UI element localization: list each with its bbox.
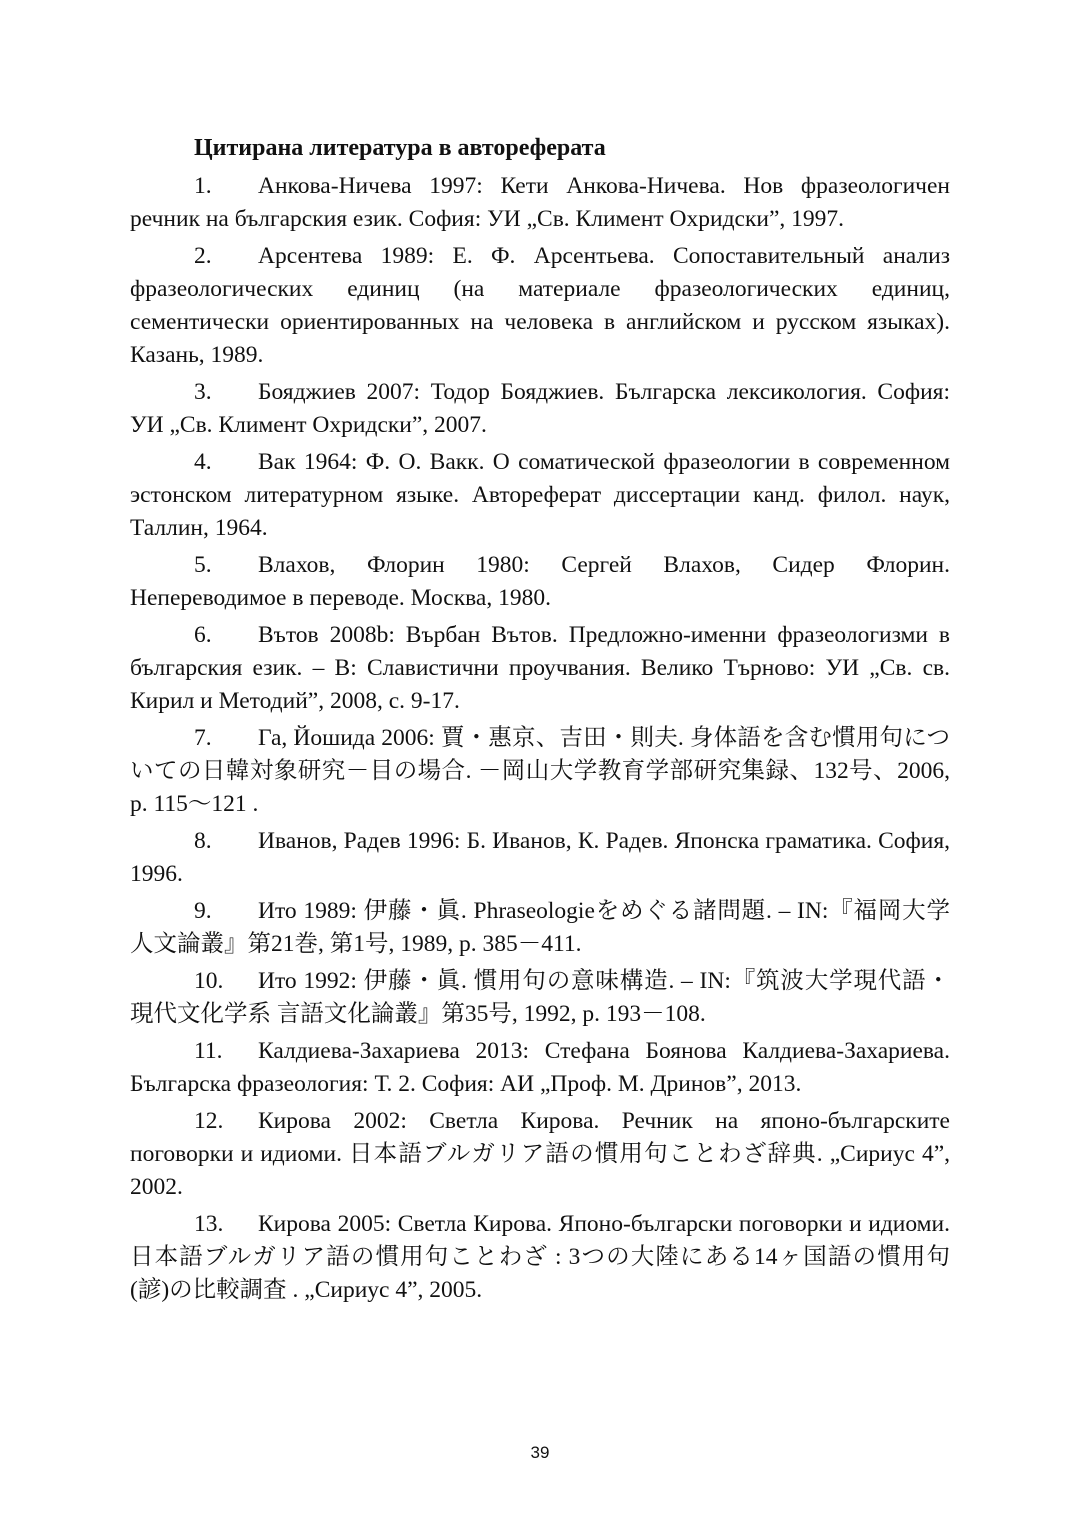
reference-number: 6. — [194, 622, 212, 648]
reference-item — [130, 240, 950, 372]
page-content — [130, 130, 950, 1311]
reference-number: 10. — [194, 968, 224, 994]
reference-text: Иванов, Радев 1996: Б. Иванов, К. Радев. Японска граматика. София, 1996. — [130, 828, 950, 887]
reference-number: 9. — [194, 898, 212, 924]
reference-number: 11. — [194, 1038, 223, 1064]
reference-item — [130, 825, 950, 891]
reference-text: Ито 1989: 伊藤・眞. Phraseologieをめぐる諸問題. – IN:『福岡大学人文論叢』第21巻, 第1号, 1989, p. 385－411. — [130, 898, 950, 957]
page-number: 39 — [530, 1443, 550, 1462]
reference-item — [130, 722, 950, 821]
reference-text: Арсентева 1989: Е. Ф. Арсентьева. Сопоставительный анализ фразеологических единиц (на материале фразеологических единиц, сементически ориентированных на человека в английском и русском языках). Казань, 1989. — [130, 243, 950, 368]
reference-number: 7. — [194, 725, 212, 751]
reference-item — [130, 446, 950, 545]
reference-item — [130, 376, 950, 442]
reference-text: Вътов 2008b: Върбан Вътов. Предложно-именни фразеологизми в българския език. – В: Славистични проучвания. Велико Търново: УИ „Св. св. Кирил и Методий”, 2008, с. 9-17. — [130, 622, 950, 714]
reference-item — [130, 619, 950, 718]
reference-text: Влахов, Флорин 1980: Сергей Влахов, Сидер Флорин. Непереводимое в переводе. Москва, 1980. — [130, 552, 950, 611]
reference-text: Бояджиев 2007: Тодор Бояджиев. Българска лексикология. София: УИ „Св. Климент Охридски”, 2007. — [130, 379, 950, 438]
reference-number: 13. — [194, 1211, 224, 1237]
reference-text: Кирова 2005: Светла Кирова. Японо-български поговорки и идиоми. 日本語ブルガリア語の慣用句ことわざ : 3つの大陸にある14ヶ国語の慣用句(諺)の比較調査 . „Сириус 4”, 2005. — [130, 1211, 950, 1303]
reference-item — [130, 549, 950, 615]
reference-number: 2. — [194, 243, 212, 269]
reference-number: 12. — [194, 1108, 224, 1134]
reference-item — [130, 1035, 950, 1101]
reference-number: 4. — [194, 449, 212, 475]
reference-number: 5. — [194, 552, 212, 578]
reference-text: Ито 1992: 伊藤・眞. 慣用句の意味構造. – IN:『筑波大学現代語・現代文化学系 言語文化論叢』第35号, 1992, p. 193－108. — [130, 968, 950, 1027]
reference-number: 1. — [194, 173, 212, 199]
reference-text: Кирова 2002: Светла Кирова. Речник на японо-българските поговорки и идиоми. 日本語ブルガリア語の慣用句ことわざ辞典. „Сириус 4”, 2002. — [130, 1108, 950, 1200]
reference-item — [130, 965, 950, 1031]
reference-number: 3. — [194, 379, 212, 405]
section-heading: Цитирана литература в автореферата — [194, 135, 606, 161]
reference-item — [130, 1208, 950, 1307]
reference-text: Калдиева-Захариева 2013: Стефана Боянова Калдиева-Захариева. Българска фразеология: Т. 2. София: АИ „Проф. М. Дринов”, 2013. — [130, 1038, 950, 1097]
reference-item — [130, 895, 950, 961]
reference-text: Анкова-Ничева 1997: Кети Анкова-Ничева. Нов фразеологичен речник на българския език. София: УИ „Св. Климент Охридски”, 1997. — [130, 173, 950, 232]
reference-text: Вак 1964: Ф. О. Вакк. О соматической фразеологии в современном эстонском литературном языке. Автореферат диссертации канд. филол. наук, Таллин, 1964. — [130, 449, 950, 541]
reference-text: Га, Йошида 2006: 賈・惠京、吉田・則夫. 身体語を含む慣用句についての日韓対象研究－目の場合. －岡山大学教育学部研究集録、132号、2006, p. 115～121 . — [130, 725, 950, 817]
reference-item — [130, 1105, 950, 1204]
reference-item — [130, 170, 950, 236]
reference-number: 8. — [194, 828, 212, 854]
